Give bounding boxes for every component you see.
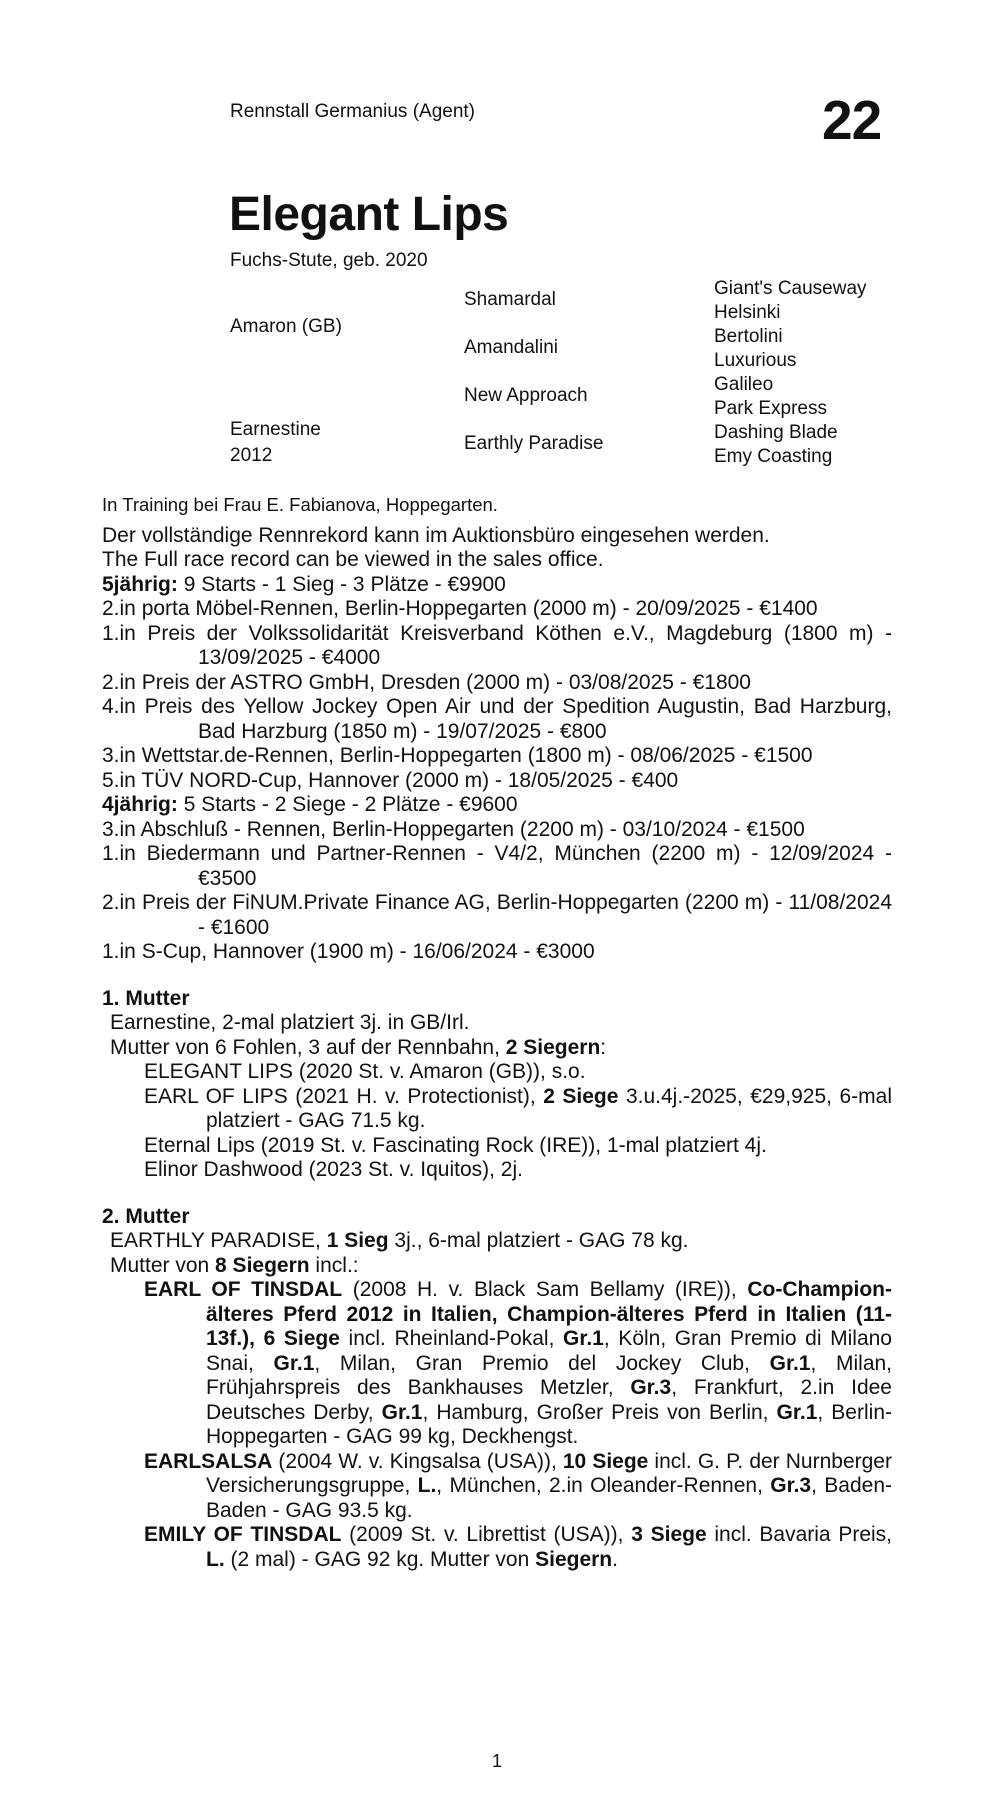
pedigree-gen3-8: Emy Coasting: [714, 446, 833, 467]
text-run-bold: Gr.1: [381, 1400, 423, 1424]
text-run: , Baden-Baden - GAG 93.5 kg.: [206, 1474, 892, 1522]
text-run: , Berlin-Hoppegarten - GAG 99 kg, Deckhengst.: [206, 1400, 892, 1448]
text-run: incl. G. P. der Nurnberger Versicherungsgruppe,: [206, 1449, 892, 1497]
text-run-bold: Co-Champion-älteres Pferd 2012 in Italien, Champion-älteres Pferd in Italien (11-13f.), 6 Siege: [206, 1278, 892, 1350]
text-run: :: [600, 1035, 607, 1059]
race-entry: 1.in Biedermann und Partner-Rennen - V4/2, München (2200 m) - 12/09/2024 - €3500: [102, 842, 892, 890]
progeny-entry: [102, 1523, 892, 1572]
pedigree-gen3-4: Luxurious: [714, 350, 797, 371]
pedigree-gen3-6: Park Express: [714, 398, 827, 419]
horse-description: Fuchs-Stute, geb. 2020: [230, 250, 428, 271]
race-entry: 2.in Preis der FiNUM.Private Finance AG, Berlin-Hoppegarten (2200 m) - 11/08/2024 - €1600: [102, 891, 892, 939]
pedigree-sire-dam: Amandalini: [464, 337, 558, 358]
text-run: , Milan, Gran Premio del Jockey Club,: [314, 1351, 770, 1375]
season-summary: [102, 793, 892, 818]
text-run-bold: Siegern: [535, 1547, 613, 1571]
lot-number: 22: [822, 89, 882, 151]
first-dam-section: [102, 987, 892, 1183]
pedigree-sire-sire: Shamardal: [464, 289, 556, 310]
produce-entry: [102, 1158, 892, 1183]
text-run: (2004 W. v. Kingsalsa (USA)),: [272, 1449, 563, 1473]
text-run: , Milan, Frühjahrspreis des Bankhauses Metzler,: [206, 1351, 893, 1399]
race-entry: 1.in S-Cup, Hannover (1900 m) - 16/06/2024 - €3000: [102, 940, 595, 963]
text-run: ELEGANT LIPS (2020 St. v. Amaron (GB)), s.o.: [144, 1060, 586, 1083]
record-note-en: The Full race record can be viewed in the sales office.: [102, 548, 604, 571]
progeny-entry: [102, 1450, 892, 1524]
text-run-bold: Gr.3: [630, 1376, 672, 1399]
produce-entry: [102, 1134, 892, 1159]
horse-name: Elegant Lips: [229, 188, 509, 241]
race-entry: 3.in Abschluß - Rennen, Berlin-Hoppegarten (2200 m) - 03/10/2024 - €1500: [102, 817, 805, 841]
dam-record: [102, 1229, 892, 1254]
race-entry: 2.in porta Möbel-Rennen, Berlin-Hoppegarten (2000 m) - 20/09/2025 - €1400: [102, 597, 818, 620]
text-run: , Frankfurt, 2.in Idee Deutsches Derby,: [206, 1376, 892, 1424]
page-number: 1: [492, 1751, 503, 1771]
pedigree-gen3-7: Dashing Blade: [714, 422, 838, 443]
text-run: Elinor Dashwood (2023 St. v. Iquitos), 2j.: [144, 1158, 523, 1181]
text-run-bold: 2 Siegern: [505, 1035, 601, 1059]
text-run: (2009 St. v. Librettist (USA)),: [341, 1523, 632, 1546]
pedigree-dam: Earnestine: [230, 419, 321, 440]
text-run-bold: Gr.1: [273, 1351, 315, 1375]
text-run: incl. Rheinland-Pokal,: [339, 1327, 563, 1350]
text-run: incl.:: [309, 1253, 359, 1277]
training-info: In Training bei Frau E. Fabianova, Hoppegarten.: [102, 494, 498, 515]
text-run-bold: EARL OF TINSDAL: [144, 1278, 343, 1301]
text-run: (2 mal) - GAG 92 kg. Mutter von: [224, 1547, 536, 1571]
pedigree-gen3-5: Galileo: [714, 374, 774, 395]
text-run-bold: L.: [417, 1474, 437, 1497]
pedigree-dam-sire: New Approach: [464, 385, 588, 406]
text-run: Mutter von 6 Fohlen, 3 auf der Rennbahn,: [110, 1035, 506, 1059]
season-5yo: [102, 573, 892, 794]
text-run: 3j., 6-mal platziert - GAG 78 kg.: [388, 1229, 689, 1252]
season-stats: 9 Starts - 1 Sieg - 3 Plätze - €9900: [177, 572, 506, 596]
text-run-bold: L.: [206, 1547, 225, 1571]
text-run: Eternal Lips (2019 St. v. Fascinating Rock (IRE)), 1-mal platziert 4j.: [144, 1133, 767, 1157]
text-run: EARL OF LIPS (2021 H. v. Protectionist),: [144, 1084, 544, 1108]
dam-record: Earnestine, 2-mal platziert 3j. in GB/Irl.: [110, 1011, 470, 1034]
text-run-bold: Gr.1: [769, 1351, 811, 1375]
text-run-bold: 8 Siegern: [215, 1253, 310, 1277]
text-run: , Köln, Gran Premio di Milano Snai,: [206, 1327, 892, 1375]
race-entry: 3.in Wettstar.de-Rennen, Berlin-Hoppegarten (1800 m) - 08/06/2025 - €1500: [102, 744, 813, 767]
pedigree-gen3-2: Helsinki: [714, 302, 781, 323]
dam-produce-summary: [102, 1254, 892, 1279]
text-run-bold: EMILY OF TINSDAL: [144, 1523, 342, 1546]
race-entry: 1.in Preis der Volkssolidarität Kreisverband Köthen e.V., Magdeburg (1800 m) - 13/09/2025 - €4000: [102, 621, 892, 669]
text-run-bold: 2 Siege: [543, 1084, 619, 1108]
text-run: .: [612, 1547, 618, 1571]
text-run-bold: 1 Sieg: [326, 1229, 389, 1252]
season-summary: [102, 573, 892, 598]
text-run-bold: EARLSALSA: [144, 1449, 273, 1473]
progeny-entry: [102, 1278, 892, 1450]
season-label: 5jährig:: [102, 572, 178, 596]
produce-entry: [102, 1060, 892, 1085]
text-run: EARTHLY PARADISE,: [110, 1229, 327, 1252]
dam-produce-summary: [102, 1036, 892, 1061]
text-run: (2008 H. v. Black Sam Bellamy (IRE)),: [342, 1278, 748, 1301]
pedigree-dam-dam: Earthly Paradise: [464, 433, 604, 454]
section-heading: 2. Mutter: [102, 1204, 190, 1228]
text-run-bold: 10 Siege: [562, 1449, 649, 1473]
record-note-de: Der vollständige Rennrekord kann im Auktionsbüro eingesehen werden.: [102, 523, 770, 547]
section-heading: 1. Mutter: [102, 986, 190, 1010]
produce-entry: [102, 1085, 892, 1134]
second-dam-section: [102, 1205, 892, 1573]
race-entry: 5.in TÜV NORD-Cup, Hannover (2000 m) - 18/05/2025 - €400: [102, 768, 679, 792]
consignor-agent: Rennstall Germanius (Agent): [230, 101, 475, 122]
text-run: , Hamburg, Großer Preis von Berlin,: [422, 1400, 777, 1424]
race-entry: 4.in Preis des Yellow Jockey Open Air und der Spedition Augustin, Bad Harzburg, Bad Harzburg (1850 m) - 19/07/2025 - €800: [102, 695, 892, 743]
race-entry: 2.in Preis der ASTRO GmbH, Dresden (2000 m) - 03/08/2025 - €1800: [102, 670, 751, 694]
season-4yo: [102, 793, 892, 965]
text-run: incl. Bavaria Preis,: [706, 1523, 892, 1546]
pedigree-gen3-3: Bertolini: [714, 326, 783, 347]
pedigree-sire: Amaron (GB): [230, 316, 342, 337]
catalogue-body: [102, 493, 892, 1572]
text-run: , München, 2.in Oleander-Rennen,: [436, 1474, 771, 1497]
season-label: 4jährig:: [102, 793, 178, 816]
pedigree-gen3-1: Giant's Causeway: [714, 278, 867, 299]
pedigree-dam-year: 2012: [230, 445, 273, 466]
text-run: Mutter von: [110, 1253, 216, 1277]
text-run-bold: Gr.1: [776, 1400, 818, 1424]
text-run-bold: Gr.1: [563, 1327, 604, 1350]
text-run: 3.u.4j.-2025, €29,925, 6-mal platziert - GAG 71.5 kg.: [206, 1084, 892, 1132]
season-stats: 5 Starts - 2 Siege - 2 Plätze - €9600: [177, 793, 518, 816]
text-run-bold: Gr.3: [770, 1474, 812, 1497]
text-run-bold: 3 Siege: [631, 1523, 707, 1546]
